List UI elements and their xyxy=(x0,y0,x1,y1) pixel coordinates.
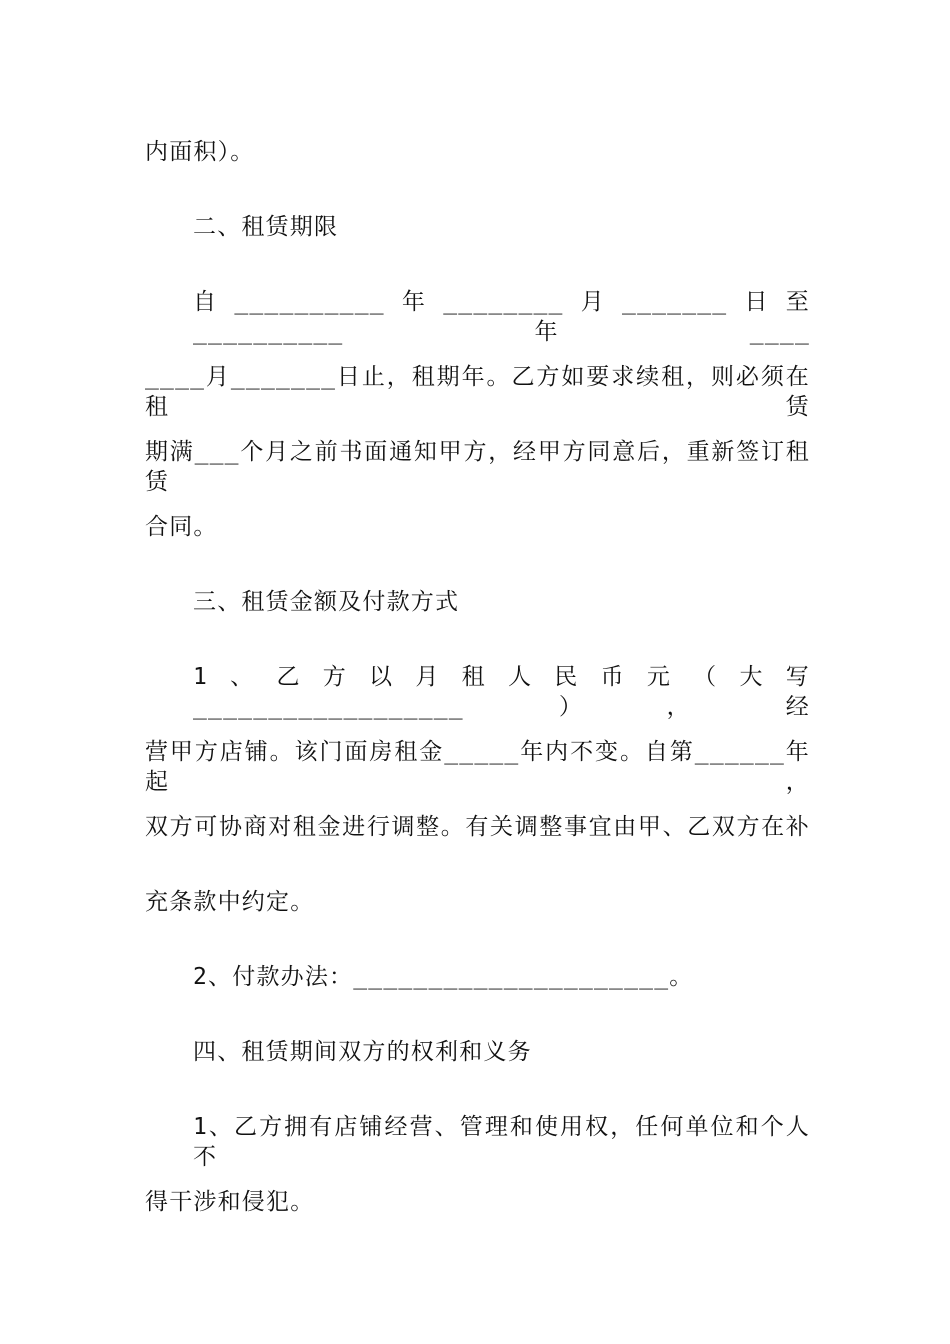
section-heading: 三、租赁金额及付款方式 xyxy=(193,589,460,615)
paragraph-line: 期满___个月之前书面通知甲方，经甲方同意后，重新签订租赁 xyxy=(145,439,810,495)
paragraph-line: 营甲方店铺。该门面房租金_____年内不变。自第______年起， xyxy=(145,739,810,795)
paragraph-line: 1、乙方以月租人民币元（大写__________________），经 xyxy=(193,664,810,720)
paragraph-line: 自__________年________月_______日至__________年____ xyxy=(193,289,810,345)
paragraph-line: 合同。 xyxy=(145,514,218,540)
paragraph-line: 得干涉和侵犯。 xyxy=(145,1189,315,1215)
paragraph-line: 双方可协商对租金进行调整。有关调整事宜由甲、乙双方在补 xyxy=(145,814,810,840)
section-heading: 二、租赁期限 xyxy=(193,214,339,240)
paragraph-line: 内面积）。 xyxy=(145,139,255,165)
paragraph-line: 1、乙方拥有店铺经营、管理和使用权，任何单位和个人不 xyxy=(193,1114,810,1170)
paragraph-line: 充条款中约定。 xyxy=(145,889,315,915)
section-heading: 四、租赁期间双方的权利和义务 xyxy=(193,1039,532,1065)
paragraph-line: 2、付款办法：_____________________。 xyxy=(193,964,694,990)
paragraph-line: ____月_______日止，租期年。乙方如要求续租，则必须在租赁 xyxy=(145,364,810,420)
